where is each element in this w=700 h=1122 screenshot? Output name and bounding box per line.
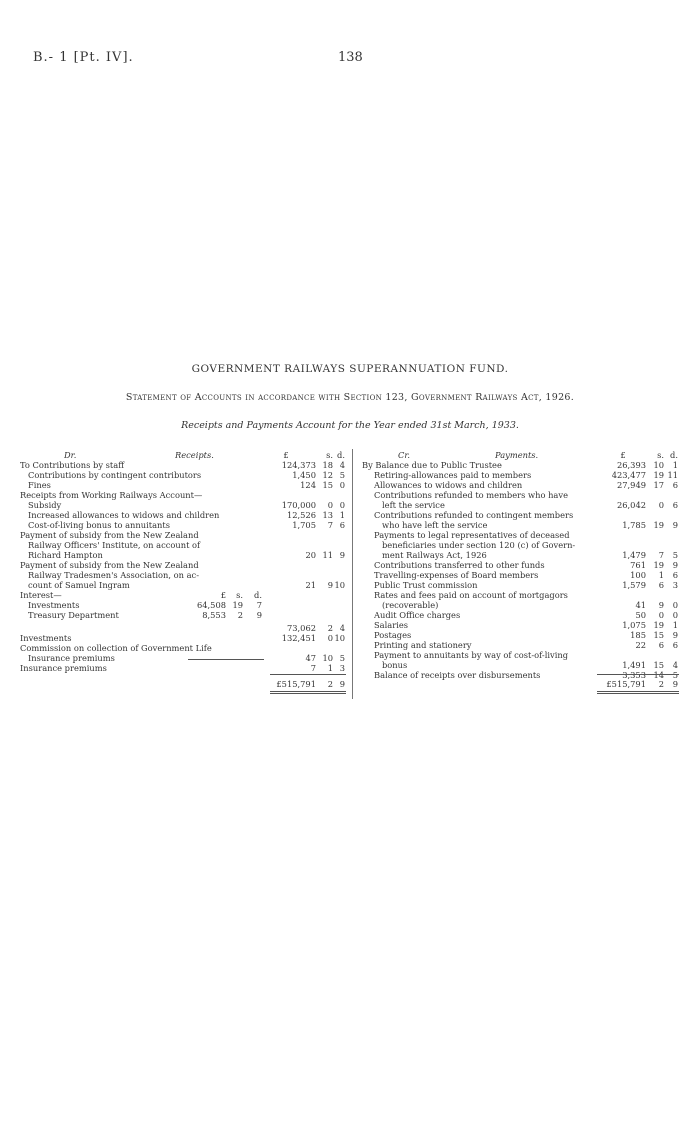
payments-label: Payments. bbox=[495, 450, 539, 460]
interest-sub-pounds: 8,553 bbox=[202, 610, 226, 620]
center-divider bbox=[352, 449, 353, 699]
receipt-item-label: Investments bbox=[20, 633, 72, 643]
payment-item-label: Audit Office charges bbox=[374, 610, 461, 620]
receipt-pence: 4 bbox=[339, 460, 345, 470]
payment-pounds: 423,477 bbox=[611, 470, 646, 480]
receipt-pounds: 170,000 bbox=[281, 500, 316, 510]
payment-shillings: 15 bbox=[653, 660, 664, 670]
payment-pence: 6 bbox=[672, 480, 678, 490]
receipt-item-label: Richard Hampton bbox=[28, 550, 103, 560]
payment-pounds: 1,579 bbox=[622, 580, 646, 590]
payment-item-label: Contributions transferred to other funds bbox=[374, 560, 545, 570]
payment-pence: 3 bbox=[672, 580, 678, 590]
payment-pence: 9 bbox=[672, 630, 678, 640]
payment-shillings: 14 bbox=[653, 670, 664, 680]
payment-pence: 0 bbox=[672, 610, 678, 620]
receipt-item-label: Insurance premiums bbox=[28, 653, 115, 663]
payments-total-shillings: 2 bbox=[658, 679, 664, 689]
receipt-item-label: To Contributions by staff bbox=[20, 460, 125, 470]
receipt-shillings: 18 bbox=[322, 460, 333, 470]
payment-shillings: 6 bbox=[658, 640, 664, 650]
payment-item-label: Contributions refunded to members who have bbox=[374, 490, 568, 500]
payment-shillings: 0 bbox=[658, 500, 664, 510]
receipt-item-label: Contributions by contingent contributors bbox=[28, 470, 202, 480]
payment-pence: 9 bbox=[672, 520, 678, 530]
interest-pence-header: d. bbox=[254, 590, 262, 600]
receipts-total-shillings: 2 bbox=[327, 679, 333, 689]
receipt-item-label: Subsidy bbox=[28, 500, 62, 510]
receipt-pence: 9 bbox=[339, 550, 345, 560]
receipt-pounds: 20 bbox=[305, 550, 316, 560]
receipt-pence: 1 bbox=[339, 510, 345, 520]
receipt-item-label: Receipts from Working Railways Account— bbox=[20, 490, 203, 500]
receipt-pence: 10 bbox=[334, 580, 345, 590]
receipt-item-label: Commission on collection of Government Life bbox=[20, 643, 212, 653]
receipt-item-label: Railway Tradesmen's Association, on ac- bbox=[28, 570, 200, 580]
payment-item-label: Allowances to widows and children bbox=[374, 480, 523, 490]
receipt-item-label: Insurance premiums bbox=[20, 663, 107, 673]
receipt-item-label: count of Samuel Ingram bbox=[28, 580, 130, 590]
payment-pounds: 1,785 bbox=[622, 520, 646, 530]
payment-pounds: 50 bbox=[635, 610, 646, 620]
payment-pence: 6 bbox=[672, 570, 678, 580]
interest-sub-shillings: 19 bbox=[232, 600, 243, 610]
payment-item-label: bonus bbox=[382, 660, 408, 670]
receipt-item-label: Treasury Department bbox=[28, 610, 119, 620]
receipt-shillings: 1 bbox=[327, 663, 333, 673]
payment-item-label: Payment to annuitants by way of cost-of-living bbox=[374, 650, 569, 660]
receipts-total-rule-bottom bbox=[270, 691, 346, 692]
payment-item-label: Salaries bbox=[374, 620, 409, 630]
payments-total-pence: 9 bbox=[672, 679, 678, 689]
receipt-shillings: 2 bbox=[327, 623, 333, 633]
receipt-pounds: 1,705 bbox=[292, 520, 316, 530]
interest-shilling-header: s. bbox=[236, 590, 243, 600]
payment-item-label: Postages bbox=[374, 630, 412, 640]
receipt-shillings: 7 bbox=[327, 520, 333, 530]
statement-subtitle: Statement of Accounts in accordance with Section 123, Government Railways Act, 1926. bbox=[125, 392, 575, 403]
receipts-total-pence: 9 bbox=[339, 679, 345, 689]
payments-total-rule-top bbox=[597, 674, 679, 675]
payment-pounds: 26,393 bbox=[616, 460, 646, 470]
payment-item-label: Balance of receipts over disbursements bbox=[374, 670, 541, 680]
payment-pounds: 22 bbox=[635, 640, 646, 650]
shilling-header-left: s. bbox=[326, 450, 333, 460]
payment-shillings: 19 bbox=[653, 520, 664, 530]
payment-pence: 5 bbox=[672, 550, 678, 560]
payment-shillings: 19 bbox=[653, 560, 664, 570]
receipt-pounds: 132,451 bbox=[281, 633, 316, 643]
payment-item-label: By Balance due to Public Trustee bbox=[362, 460, 502, 470]
receipt-shillings: 0 bbox=[327, 633, 333, 643]
payment-pounds: 185 bbox=[630, 630, 646, 640]
receipt-pence: 4 bbox=[339, 623, 345, 633]
receipt-pence: 5 bbox=[339, 653, 345, 663]
receipt-item-label: Investments bbox=[28, 600, 80, 610]
payment-shillings: 1 bbox=[658, 570, 664, 580]
interest-pound-header: £ bbox=[220, 590, 226, 600]
payment-shillings: 17 bbox=[653, 480, 664, 490]
payment-pounds: 1,479 bbox=[622, 550, 646, 560]
receipt-shillings: 9 bbox=[327, 580, 333, 590]
payment-item-label: who have left the service bbox=[382, 520, 488, 530]
payments-total-pounds: £515,791 bbox=[606, 679, 646, 689]
payments-total-rule-bottom bbox=[597, 691, 679, 692]
interest-sub-pounds: 64,508 bbox=[196, 600, 226, 610]
receipts-label: Receipts. bbox=[175, 450, 214, 460]
receipt-pence: 3 bbox=[339, 663, 345, 673]
receipt-item-label: Railway Officers' Institute, on account of bbox=[28, 540, 201, 550]
receipt-pounds: 73,062 bbox=[286, 623, 316, 633]
payment-pounds: 3,353 bbox=[622, 670, 646, 680]
receipt-pounds: 47 bbox=[305, 653, 316, 663]
pound-header-left: £ bbox=[283, 450, 289, 460]
payment-pence: 0 bbox=[672, 600, 678, 610]
payment-item-label: Retiring-allowances paid to members bbox=[374, 470, 532, 480]
payment-pence: 1 bbox=[672, 460, 678, 470]
receipts-total-pounds: £515,791 bbox=[276, 679, 316, 689]
payment-shillings: 10 bbox=[653, 460, 664, 470]
receipt-shillings: 10 bbox=[322, 653, 333, 663]
receipt-pence: 0 bbox=[339, 480, 345, 490]
receipts-total-rule-double bbox=[270, 693, 346, 694]
interest-sub-pence: 7 bbox=[256, 600, 262, 610]
payment-item-label: left the service bbox=[382, 500, 445, 510]
payment-item-label: ment Railways Act, 1926 bbox=[382, 550, 487, 560]
receipt-shillings: 12 bbox=[322, 470, 333, 480]
page-number: 138 bbox=[338, 50, 363, 65]
receipt-pounds: 7 bbox=[310, 663, 316, 673]
receipt-shillings: 0 bbox=[327, 500, 333, 510]
receipt-item-label: Payment of subsidy from the New Zealand bbox=[20, 530, 199, 540]
payment-pounds: 26,042 bbox=[616, 500, 646, 510]
report-reference: B.- 1 [Pt. IV]. bbox=[33, 50, 134, 65]
account-caption: Receipts and Payments Account for the Year ended 31st March, 1933. bbox=[181, 420, 519, 431]
receipt-pounds: 21 bbox=[305, 580, 316, 590]
payments-total-rule-double bbox=[597, 693, 679, 694]
payment-item-label: (recoverable) bbox=[382, 600, 439, 610]
receipt-item-label: Fines bbox=[28, 480, 51, 490]
interest-sub-pence: 9 bbox=[256, 610, 262, 620]
receipt-pounds: 124,373 bbox=[281, 460, 316, 470]
payment-pence: 6 bbox=[672, 500, 678, 510]
cr-label: Cr. bbox=[398, 450, 411, 460]
receipt-pounds: 124 bbox=[300, 480, 316, 490]
payment-item-label: Travelling-expenses of Board members bbox=[374, 570, 539, 580]
payment-item-label: Payments to legal representatives of deceased bbox=[374, 530, 570, 540]
payment-shillings: 7 bbox=[658, 550, 664, 560]
payment-item-label: Rates and fees paid on account of mortgagors bbox=[374, 590, 568, 600]
receipt-pence: 6 bbox=[339, 520, 345, 530]
receipt-pounds: 12,526 bbox=[286, 510, 316, 520]
payment-pounds: 761 bbox=[630, 560, 646, 570]
pence-header-left: d. bbox=[337, 450, 345, 460]
receipts-total-rule-top bbox=[270, 674, 346, 675]
receipt-pence: 5 bbox=[339, 470, 345, 480]
payment-pounds: 41 bbox=[635, 600, 646, 610]
payment-shillings: 19 bbox=[653, 620, 664, 630]
fund-title: GOVERNMENT RAILWAYS SUPERANNUATION FUND. bbox=[191, 363, 509, 375]
receipt-pence: 0 bbox=[339, 500, 345, 510]
payment-pence: 5 bbox=[672, 670, 678, 680]
receipt-shillings: 15 bbox=[322, 480, 333, 490]
dr-label: Dr. bbox=[64, 450, 77, 460]
payment-pence: 11 bbox=[667, 470, 678, 480]
payment-pence: 6 bbox=[672, 640, 678, 650]
payment-shillings: 9 bbox=[658, 600, 664, 610]
payment-item-label: beneficiaries under section 120 (c) of Govern- bbox=[382, 540, 576, 550]
receipt-item-label: Increased allowances to widows and children bbox=[28, 510, 220, 520]
pence-header-right: d. bbox=[670, 450, 678, 460]
payment-shillings: 15 bbox=[653, 630, 664, 640]
payment-pounds: 1,075 bbox=[622, 620, 646, 630]
payment-shillings: 19 bbox=[653, 470, 664, 480]
payment-shillings: 6 bbox=[658, 580, 664, 590]
interest-subtotal-rule bbox=[188, 659, 264, 660]
payment-pounds: 1,491 bbox=[622, 660, 646, 670]
payment-item-label: Contributions refunded to contingent members bbox=[374, 510, 574, 520]
payment-pounds: 27,949 bbox=[616, 480, 646, 490]
receipt-item-label: Cost-of-living bonus to annuitants bbox=[28, 520, 170, 530]
pound-header-right: £ bbox=[620, 450, 626, 460]
payment-item-label: Printing and stationery bbox=[374, 640, 472, 650]
payment-pence: 9 bbox=[672, 560, 678, 570]
payment-shillings: 0 bbox=[658, 610, 664, 620]
payment-item-label: Public Trust commission bbox=[374, 580, 478, 590]
receipt-shillings: 11 bbox=[322, 550, 333, 560]
payment-pence: 4 bbox=[672, 660, 678, 670]
receipt-pence: 10 bbox=[334, 633, 345, 643]
receipt-item-label: Payment of subsidy from the New Zealand bbox=[20, 560, 199, 570]
interest-sub-shillings: 2 bbox=[237, 610, 243, 620]
shilling-header-right: s. bbox=[657, 450, 664, 460]
receipt-pounds: 1,450 bbox=[292, 470, 316, 480]
payment-pounds: 100 bbox=[630, 570, 646, 580]
receipt-item-label: Interest— bbox=[20, 590, 62, 600]
receipt-shillings: 13 bbox=[322, 510, 333, 520]
payment-pence: 1 bbox=[672, 620, 678, 630]
